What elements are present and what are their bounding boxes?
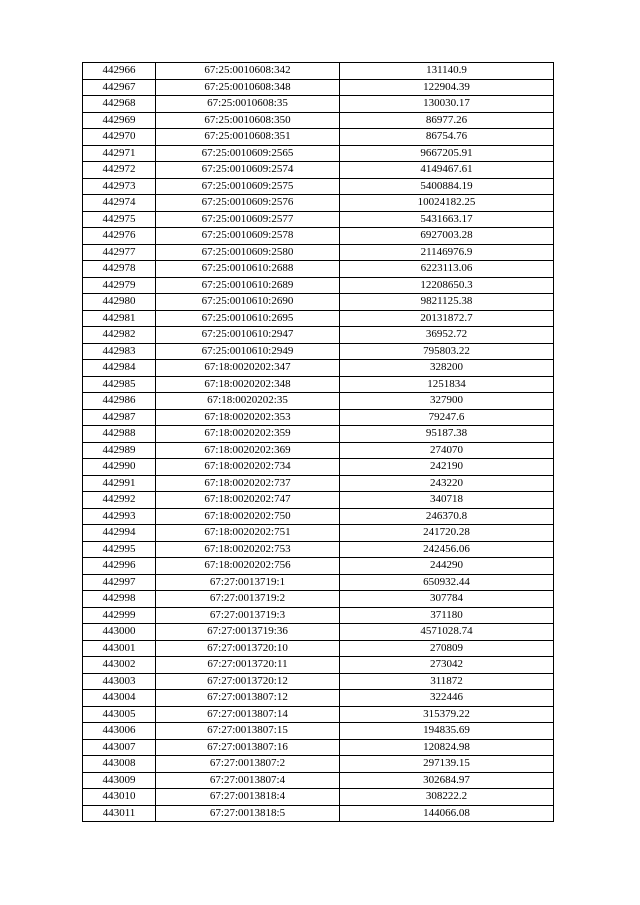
- table-row: [83, 343, 554, 360]
- table-row: [83, 690, 554, 707]
- cadastral-number-cell: 67:27:0013818:4: [156, 789, 340, 806]
- value-cell: 242190: [340, 459, 554, 476]
- value-cell: 311872: [340, 673, 554, 690]
- row-number-cell: 442989: [83, 442, 156, 459]
- cadastral-number-cell: 67:18:0020202:369: [156, 442, 340, 459]
- table-row: [83, 261, 554, 278]
- value-cell: 36952.72: [340, 327, 554, 344]
- table-row: [83, 145, 554, 162]
- table-row: [83, 294, 554, 311]
- row-number-cell: 442992: [83, 492, 156, 509]
- cadastral-number-cell: 67:27:0013720:10: [156, 640, 340, 657]
- cadastral-number-cell: 67:27:0013719:2: [156, 591, 340, 608]
- cadastral-number-cell: 67:18:0020202:756: [156, 558, 340, 575]
- cadastral-number-cell: 67:25:0010608:350: [156, 112, 340, 129]
- value-cell: 6927003.28: [340, 228, 554, 245]
- row-number-cell: 442980: [83, 294, 156, 311]
- row-number-cell: 442984: [83, 360, 156, 377]
- table-row: [83, 525, 554, 542]
- cadastral-number-cell: 67:25:0010608:342: [156, 63, 340, 80]
- value-cell: 4149467.61: [340, 162, 554, 179]
- table-row: [83, 739, 554, 756]
- value-cell: 244290: [340, 558, 554, 575]
- cadastral-number-cell: 67:27:0013807:14: [156, 706, 340, 723]
- row-number-cell: 442994: [83, 525, 156, 542]
- row-number-cell: 442995: [83, 541, 156, 558]
- table-row: [83, 409, 554, 426]
- value-cell: 308222.2: [340, 789, 554, 806]
- cadastral-number-cell: 67:18:0020202:737: [156, 475, 340, 492]
- cadastral-number-cell: 67:18:0020202:734: [156, 459, 340, 476]
- table-row: [83, 673, 554, 690]
- table-row: [83, 772, 554, 789]
- row-number-cell: 442966: [83, 63, 156, 80]
- row-number-cell: 442975: [83, 211, 156, 228]
- row-number-cell: 442986: [83, 393, 156, 410]
- table-row: [83, 162, 554, 179]
- cadastral-number-cell: 67:18:0020202:747: [156, 492, 340, 509]
- value-cell: 1251834: [340, 376, 554, 393]
- row-number-cell: 443006: [83, 723, 156, 740]
- cadastral-number-cell: 67:25:0010608:348: [156, 79, 340, 96]
- value-cell: 795803.22: [340, 343, 554, 360]
- row-number-cell: 442996: [83, 558, 156, 575]
- value-cell: 9667205.91: [340, 145, 554, 162]
- table-row: [83, 492, 554, 509]
- row-number-cell: 442969: [83, 112, 156, 129]
- row-number-cell: 443008: [83, 756, 156, 773]
- table-row: [83, 574, 554, 591]
- value-cell: 241720.28: [340, 525, 554, 542]
- value-cell: 120824.98: [340, 739, 554, 756]
- value-cell: 12208650.3: [340, 277, 554, 294]
- row-number-cell: 442991: [83, 475, 156, 492]
- row-number-cell: 442979: [83, 277, 156, 294]
- cadastral-number-cell: 67:27:0013807:12: [156, 690, 340, 707]
- records-table: [82, 62, 554, 822]
- row-number-cell: 442987: [83, 409, 156, 426]
- row-number-cell: 442981: [83, 310, 156, 327]
- table-row: [83, 442, 554, 459]
- row-number-cell: 442972: [83, 162, 156, 179]
- value-cell: 21146976.9: [340, 244, 554, 261]
- value-cell: 9821125.38: [340, 294, 554, 311]
- row-number-cell: 442993: [83, 508, 156, 525]
- table-row: [83, 393, 554, 410]
- row-number-cell: 442988: [83, 426, 156, 443]
- row-number-cell: 443002: [83, 657, 156, 674]
- table-row: [83, 706, 554, 723]
- cadastral-number-cell: 67:27:0013807:4: [156, 772, 340, 789]
- cadastral-number-cell: 67:27:0013719:3: [156, 607, 340, 624]
- value-cell: 130030.17: [340, 96, 554, 113]
- table-row: [83, 508, 554, 525]
- value-cell: 10024182.25: [340, 195, 554, 212]
- value-cell: 371180: [340, 607, 554, 624]
- value-cell: 327900: [340, 393, 554, 410]
- cadastral-number-cell: 67:18:0020202:750: [156, 508, 340, 525]
- table-row: [83, 756, 554, 773]
- value-cell: 79247.6: [340, 409, 554, 426]
- table-row: [83, 376, 554, 393]
- cadastral-number-cell: 67:18:0020202:348: [156, 376, 340, 393]
- cadastral-number-cell: 67:27:0013719:36: [156, 624, 340, 641]
- row-number-cell: 442971: [83, 145, 156, 162]
- table-row: [83, 475, 554, 492]
- row-number-cell: 443000: [83, 624, 156, 641]
- table-row: [83, 805, 554, 822]
- value-cell: 243220: [340, 475, 554, 492]
- row-number-cell: 442974: [83, 195, 156, 212]
- value-cell: 194835.69: [340, 723, 554, 740]
- row-number-cell: 442999: [83, 607, 156, 624]
- row-number-cell: 442983: [83, 343, 156, 360]
- value-cell: 302684.97: [340, 772, 554, 789]
- table-row: [83, 310, 554, 327]
- table-row: [83, 112, 554, 129]
- value-cell: 650932.44: [340, 574, 554, 591]
- table-row: [83, 789, 554, 806]
- table-row: [83, 723, 554, 740]
- cadastral-number-cell: 67:27:0013807:2: [156, 756, 340, 773]
- row-number-cell: 442997: [83, 574, 156, 591]
- row-number-cell: 442976: [83, 228, 156, 245]
- cadastral-number-cell: 67:25:0010610:2690: [156, 294, 340, 311]
- cadastral-number-cell: 67:18:0020202:35: [156, 393, 340, 410]
- cadastral-number-cell: 67:25:0010608:35: [156, 96, 340, 113]
- row-number-cell: 442990: [83, 459, 156, 476]
- row-number-cell: 443004: [83, 690, 156, 707]
- value-cell: 95187.38: [340, 426, 554, 443]
- value-cell: 307784: [340, 591, 554, 608]
- value-cell: 297139.15: [340, 756, 554, 773]
- table-row: [83, 657, 554, 674]
- cadastral-number-cell: 67:25:0010610:2689: [156, 277, 340, 294]
- row-number-cell: 442985: [83, 376, 156, 393]
- table-row: [83, 558, 554, 575]
- value-cell: 274070: [340, 442, 554, 459]
- value-cell: 273042: [340, 657, 554, 674]
- value-cell: 242456.06: [340, 541, 554, 558]
- table-row: [83, 591, 554, 608]
- row-number-cell: 443005: [83, 706, 156, 723]
- row-number-cell: 442977: [83, 244, 156, 261]
- cadastral-number-cell: 67:18:0020202:359: [156, 426, 340, 443]
- row-number-cell: 442982: [83, 327, 156, 344]
- cadastral-number-cell: 67:27:0013719:1: [156, 574, 340, 591]
- cadastral-number-cell: 67:25:0010610:2947: [156, 327, 340, 344]
- table-row: [83, 211, 554, 228]
- value-cell: 4571028.74: [340, 624, 554, 641]
- cadastral-number-cell: 67:25:0010608:351: [156, 129, 340, 146]
- cadastral-number-cell: 67:18:0020202:753: [156, 541, 340, 558]
- cadastral-number-cell: 67:27:0013807:15: [156, 723, 340, 740]
- value-cell: 131140.9: [340, 63, 554, 80]
- value-cell: 328200: [340, 360, 554, 377]
- row-number-cell: 443010: [83, 789, 156, 806]
- table-row: [83, 195, 554, 212]
- row-number-cell: 442973: [83, 178, 156, 195]
- cadastral-number-cell: 67:25:0010610:2688: [156, 261, 340, 278]
- value-cell: 86977.26: [340, 112, 554, 129]
- value-cell: 322446: [340, 690, 554, 707]
- row-number-cell: 443001: [83, 640, 156, 657]
- cadastral-number-cell: 67:25:0010610:2695: [156, 310, 340, 327]
- cadastral-number-cell: 67:25:0010609:2580: [156, 244, 340, 261]
- row-number-cell: 442978: [83, 261, 156, 278]
- cadastral-number-cell: 67:25:0010609:2574: [156, 162, 340, 179]
- cadastral-number-cell: 67:18:0020202:347: [156, 360, 340, 377]
- table-row: [83, 96, 554, 113]
- cadastral-number-cell: 67:18:0020202:353: [156, 409, 340, 426]
- cadastral-number-cell: 67:25:0010609:2576: [156, 195, 340, 212]
- value-cell: 86754.76: [340, 129, 554, 146]
- table-row: [83, 327, 554, 344]
- row-number-cell: 443007: [83, 739, 156, 756]
- row-number-cell: 442968: [83, 96, 156, 113]
- row-number-cell: 443003: [83, 673, 156, 690]
- row-number-cell: 442970: [83, 129, 156, 146]
- cadastral-number-cell: 67:25:0010609:2565: [156, 145, 340, 162]
- value-cell: 5400884.19: [340, 178, 554, 195]
- cadastral-number-cell: 67:25:0010610:2949: [156, 343, 340, 360]
- row-number-cell: 443009: [83, 772, 156, 789]
- table-row: [83, 244, 554, 261]
- table-row: [83, 426, 554, 443]
- row-number-cell: 442998: [83, 591, 156, 608]
- value-cell: 270809: [340, 640, 554, 657]
- cadastral-number-cell: 67:25:0010609:2577: [156, 211, 340, 228]
- value-cell: 6223113.06: [340, 261, 554, 278]
- table-row: [83, 459, 554, 476]
- table-row: [83, 63, 554, 80]
- value-cell: 122904.39: [340, 79, 554, 96]
- table-row: [83, 79, 554, 96]
- table-row: [83, 360, 554, 377]
- cadastral-number-cell: 67:27:0013720:11: [156, 657, 340, 674]
- cadastral-number-cell: 67:25:0010609:2575: [156, 178, 340, 195]
- value-cell: 144066.08: [340, 805, 554, 822]
- table-row: [83, 541, 554, 558]
- table-row: [83, 607, 554, 624]
- row-number-cell: 443011: [83, 805, 156, 822]
- cadastral-number-cell: 67:18:0020202:751: [156, 525, 340, 542]
- cadastral-number-cell: 67:27:0013720:12: [156, 673, 340, 690]
- cadastral-number-cell: 67:27:0013807:16: [156, 739, 340, 756]
- value-cell: 315379.22: [340, 706, 554, 723]
- table-row: [83, 640, 554, 657]
- value-cell: 246370.8: [340, 508, 554, 525]
- table-row: [83, 178, 554, 195]
- table-row: [83, 277, 554, 294]
- row-number-cell: 442967: [83, 79, 156, 96]
- value-cell: 20131872.7: [340, 310, 554, 327]
- cadastral-number-cell: 67:27:0013818:5: [156, 805, 340, 822]
- cadastral-number-cell: 67:25:0010609:2578: [156, 228, 340, 245]
- value-cell: 340718: [340, 492, 554, 509]
- table-row: [83, 129, 554, 146]
- table-row: [83, 624, 554, 641]
- table-row: [83, 228, 554, 245]
- records-table-body: [83, 63, 554, 822]
- value-cell: 5431663.17: [340, 211, 554, 228]
